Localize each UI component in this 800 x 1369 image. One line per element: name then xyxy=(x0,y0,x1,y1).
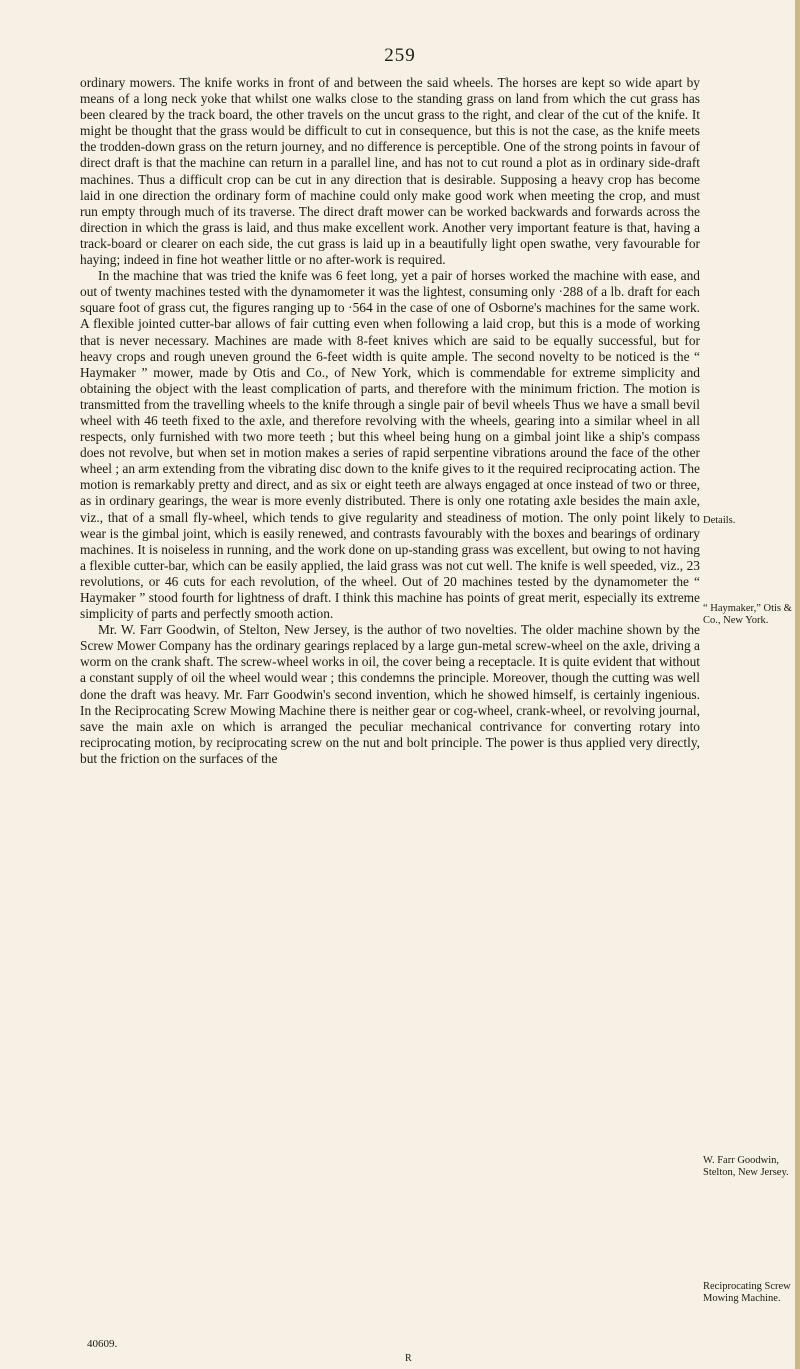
page-edge xyxy=(795,0,800,1369)
signature-mark: R xyxy=(405,1353,412,1364)
sidenote-details: Details. xyxy=(703,515,736,526)
paragraph-1: ordinary mowers. The knife works in front of and between the said wheels. The horses are kept so wide apart by means of a long neck yoke that whilst one walks close to the standing grass on land from which the cut grass has been cleared by the track board, the other travels on the uncut grass to the right, and clear of the cut of the knife. It might be thought that the grass would be difficult to cut in consequence, but this is not the case, as the knife meets the trodden-down grass on the return journey, and no difference is perceptible. One of the strong points in favour of direct draft is that the machine can return in a parallel line, and has not to cut round a plot as in ordinary side-draft machines. Thus a difficult crop can be cut in any direction that is desirable. Supposing a heavy crop has become laid in one direction the ordinary form of machine could only make good work when meeting the crop, and must run empty through much of its traverse. The direct draft mower can be worked backwards and forwards across the direction in which the grass is laid, and thus make excellent work. Another very important feature is that, having a track-board or clearer on each side, the cut grass is laid up in a beautifully light open swathe, very favourable for haying; indeed in fine hot weather little or no after-work is required. xyxy=(80,75,700,268)
footer-code: 40609. xyxy=(87,1338,118,1350)
paragraph-3: Mr. W. Farr Goodwin, of Stelton, New Jersey, is the author of two novelties. The older machine shown by the Screw Mower Company has the ordinary gearings replaced by a large gun-metal screw-wheel on the axle, driving a worm on the crank shaft. The screw-wheel works in oil, the cover being a receptacle. It is quite evident that without a constant supply of oil the wheel would wear ; this condemns the principle. Moreover, though the cutting was well done the draft was heavy. Mr. Farr Goodwin's second invention, which he showed himself, is certainly ingenious. In the Reciprocating Screw Mowing Machine there is neither gear or cog-wheel, crank-wheel, or revolving journal, save the main axle on which is arranged the peculiar mechanical contrivance for converting rotary into reciprocating motion, by reciprocating screw on the nut and bolt principle. The power is thus applied very directly, but the friction on the surfaces of the xyxy=(80,622,700,766)
paragraph-2: In the machine that was tried the knife was 6 feet long, yet a pair of horses worked the machine with ease, and out of twenty machines tested with the dynamometer it was the lightest, consuming only ·288 of a lb. draft for each square foot of grass cut, the figures ranging up to ·564 in the case of one of Osborne's machines for the same work. A flexible jointed cutter-bar allows of fair cutting even when following a laid crop, but this is a mode of working that is never necessary. Machines are made with 8-feet knives which are said to be equally successful, but for heavy crops and rough uneven ground the 6-feet width is quite ample. The second novelty to be noticed is the “ Haymaker ” mower, made by Otis and Co., of New York, which is commendable for extreme simplicity and obtaining the object with the least complication of parts, and therefore with the minimum friction. The motion is transmitted from the travelling wheels to the knife through a single pair of bevil wheels Thus we have a small bevil wheel with 46 teeth fixed to the axle, and therefore revolving with the wheels, gearing into a similar wheel in all respects, only furnished with two more teeth ; but this wheel being hung on a gimbal joint like a ship's compass does not revolve, but when set in motion makes a series of rapid serpentine vibrations around the face of the other wheel ; an arm extending from the vibrating disc down to the knife gives to it the required reciprocating action. The motion is remarkably pretty and direct, and as six or eight teeth are always engaged at once instead of two or three, as in ordinary gearings, the wear is more evenly distributed. There is only one rotating axle besides the main axle, viz., that of a small fly-wheel, which tends to give regularity and steadiness of motion. The only point likely to wear is the gimbal joint, which is easily renewed, and contrasts favourably with the boxes and bearings of ordinary machines. It is noiseless in running, and the work done on up-standing grass was excellent, but owing to not having a flexible cutter-bar, which can be easily applied, the laid grass was not cut well. The knife is well speeded, viz., 23 revolutions, or 46 cuts for each revolution, of the wheel. Out of 20 machines tested by the dynamometer the “ Haymaker ” stood fourth for lightness of draft. I think this machine has points of great merit, especially its extreme simplicity of parts and perfectly smooth action. xyxy=(80,268,700,622)
body-text xyxy=(80,75,700,767)
sidenote-reciprocating: Reciprocating Screw Mowing Machine. xyxy=(703,1281,791,1304)
sidenote-haymaker: “ Haymaker,” Otis & Co., New York. xyxy=(703,603,792,626)
page-number: 259 xyxy=(384,45,416,66)
sidenote-goodwin: W. Farr Goodwin, Stelton, New Jersey. xyxy=(703,1155,789,1178)
